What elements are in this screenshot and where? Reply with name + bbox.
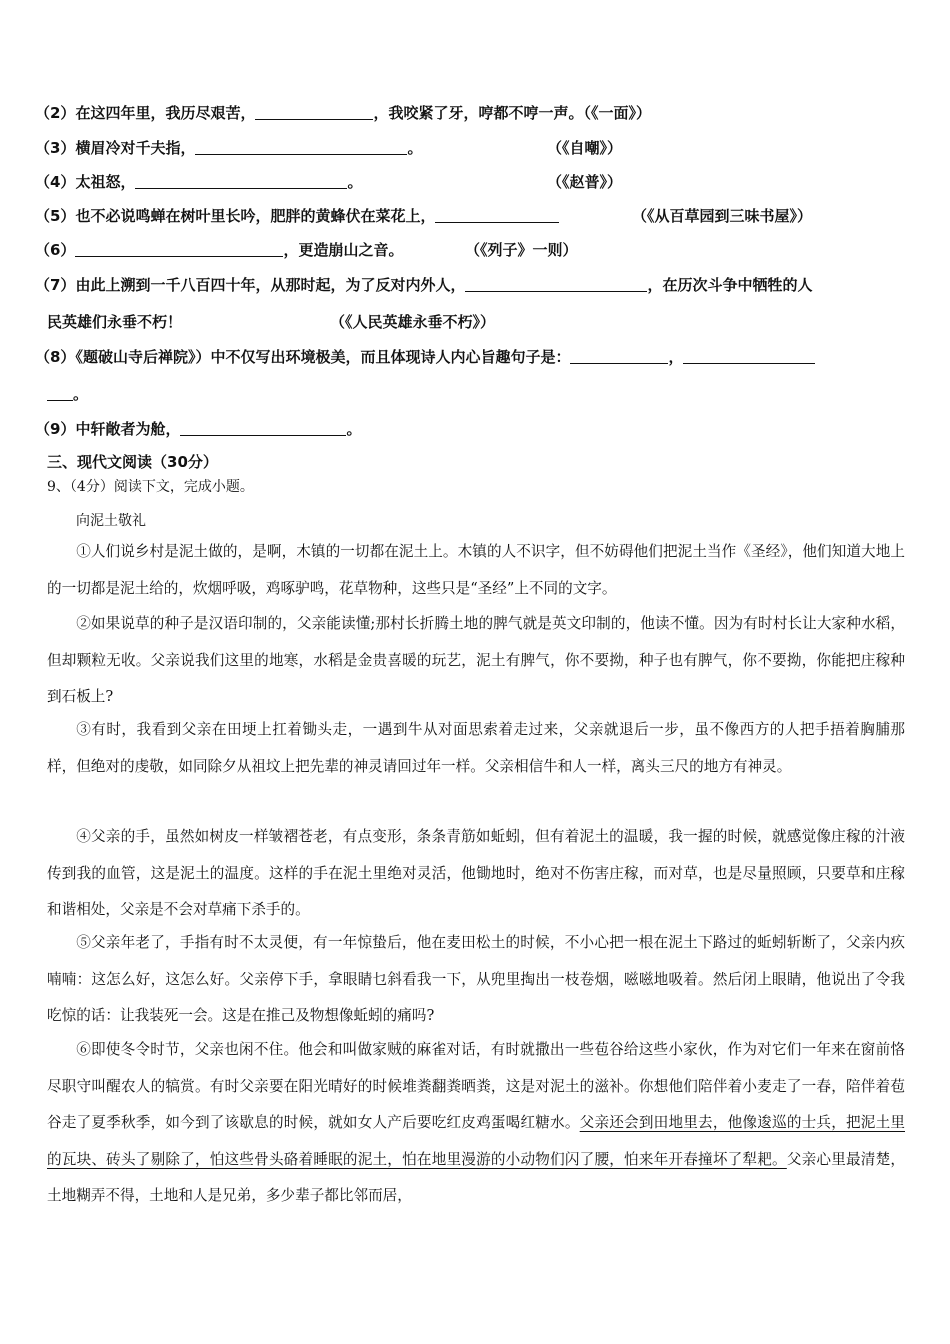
item-text-after: 。 (347, 173, 363, 191)
answer-blank[interactable] (75, 242, 283, 257)
item-text-after: ，更造崩山之音。 (283, 241, 404, 259)
item-number: （4） (35, 173, 76, 191)
answer-blank[interactable] (435, 208, 559, 223)
item-text-line2: 民英雄们永垂不朽！ (47, 313, 183, 331)
item-number: （5） (35, 207, 76, 225)
answer-blank[interactable] (255, 105, 373, 120)
item-number: （9） (35, 420, 76, 438)
question-item-9 (35, 418, 361, 439)
item-text-before: 太祖怒， (75, 173, 136, 191)
item-text-before: 在这四年里，我历尽艰苦， (75, 104, 256, 122)
item-text-after: 。 (73, 385, 89, 403)
article-paragraph-3: ③有时，我看到父亲在田埂上扛着锄头走，一遇到牛从对面思索着走过来，父亲就退后一步，虽不像西方的人把手捂着胸脯那样，但绝对的虔敬，如同除夕从祖坟上把先辈的神灵请回过年一样。父亲相信牛和人一样，离头三尺的地方有神灵。 (47, 721, 905, 775)
item-number: （3） (35, 139, 76, 157)
answer-blank[interactable] (135, 174, 347, 189)
paragraph-6-text-end: 父亲心里最清楚，土地糊弄不得，土地和人是兄弟，多少辈子都比邻而居， (47, 1150, 905, 1204)
item-8-line2 (47, 383, 88, 404)
item-text-before: 《题破山寺后禅院》）中不仅写出环境极美，而且体现诗人内心旨趣句子是： (75, 348, 571, 366)
question-item-5 (35, 205, 559, 226)
item-source: （《自嘲》） (547, 139, 623, 157)
question-item-4 (35, 171, 362, 192)
question-label: 9、（4分）阅读下文，完成小题。 (47, 479, 254, 495)
question-item-6 (35, 239, 403, 260)
answer-blank[interactable] (465, 277, 647, 292)
item-text-before: 中轩敞者为舱， (75, 420, 181, 438)
answer-blank[interactable] (195, 140, 407, 155)
item-source: （《列子》一则） (465, 241, 578, 259)
item-source: （《一面》） (583, 104, 651, 122)
question-item-8 (35, 346, 815, 367)
answer-blank[interactable] (180, 421, 346, 436)
item-source: （《从百草园到三味书屋》） (632, 207, 813, 225)
answer-blank[interactable] (683, 349, 815, 364)
item-text-before: 横眉冷对千夫指， (75, 139, 196, 157)
answer-blank[interactable] (47, 386, 73, 401)
article-paragraph-5: ⑤父亲年老了，手指有时不太灵便，有一年惊蛰后，他在麦田松土的时候，不小心把一根在泥土下路过的蚯蚓斩断了，父亲内疚喃喃：这怎么好，这怎么好。父亲停下手，拿眼睛乜斜看我一下，从兜里掏出一枝卷烟，嗞嗞地吸着。然后闭上眼睛，他说出了令我吃惊的话：让我装死一会。这是在推己及物想像蚯蚓的痛吗? (47, 934, 905, 1024)
question-item-3 (35, 137, 422, 158)
item-text-before: 由此上溯到一千八百四十年，从那时起，为了反对内外人， (75, 276, 466, 294)
item-text-mid: ， (668, 348, 684, 366)
item-number: （2） (35, 104, 76, 122)
article-paragraph-1: ①人们说乡村是泥土做的，是啊，木镇的一切都在泥土上。木镇的人不识字，但不妨碍他们把泥土当作《圣经》，他们知道大地上的一切都是泥土给的，炊烟呼吸，鸡啄驴鸣，花草物种，这些只是“圣经”上不同的文字。 (47, 543, 905, 597)
article-paragraph-6 (47, 1032, 905, 1215)
item-text-after: ，在历次斗争中牺牲的人 (647, 276, 813, 294)
item-number: （8） (35, 348, 76, 366)
article-title: 向泥土敬礼 (76, 513, 146, 529)
article-paragraph-2: ②如果说草的种子是汉语印制的，父亲能读懂;那村长折腾土地的脾气就是英文印制的，他读不懂。因为有时村长让大家种水稻，但却颗粒无收。父亲说我们这里的地寒，水稻是金贵喜暖的玩艺，泥土有脾气，你不要拗，种子也有脾气，你不要拗，你能把庄稼种到石板上? (47, 615, 905, 705)
item-text-after: 。 (407, 139, 423, 157)
item-text-before: 也不必说鸣蝉在树叶里长吟，肥胖的黄蜂伏在菜花上， (75, 207, 436, 225)
paragraph-6-text: ⑥即使冬令时节，父亲也闲不住。他会和叫做家贼的麻雀对话，有时就撒出一些苞谷给这些小家伙，作为对它们一年来在窗前恪尽职守叫醒农人的犒赏。有时父亲要在阳光晴好的时候堆粪翻粪晒粪，这是对泥土的滋补。你想他们陪伴着小麦走了一春，陪伴着苞谷走了夏季秋季，如今到了该歇息的时候，就如女人产后要吃红皮鸡蛋喝红糖水。 (47, 1041, 905, 1131)
item-source: （《赵普》） (547, 173, 623, 191)
section-heading: 三、现代文阅读（30分） (47, 453, 218, 471)
item-text-after: ，我咬紧了牙，哼都不哼一声。 (373, 104, 584, 122)
item-number: （7） (35, 276, 76, 294)
item-source: （《人民英雄永垂不朽》） (330, 313, 496, 331)
answer-blank[interactable] (570, 349, 668, 364)
article-paragraph-4: ④父亲的手，虽然如树皮一样皱褶苍老，有点变形，条条青筋如蚯蚓，但有着泥土的温暖，我一握的时候，就感觉像庄稼的汁液传到我的血管，这是泥土的温度。这样的手在泥土里绝对灵活，他锄地时，绝对不伤害庄稼，而对草，也是尽量照顾，只要草和庄稼和谐相处，父亲是不会对草痛下杀手的。 (47, 828, 905, 918)
item-text-after: 。 (346, 420, 362, 438)
question-item-2 (35, 102, 651, 123)
question-item-7 (35, 274, 812, 295)
underlined-sentence: 父亲还会到田地里去，他像逡巡的士兵，把泥土里的瓦块、砖头了剔除了，怕这些骨头硌着睡眠的泥土，怕在地里漫游的小动物们闪了腰，怕来年开春撞坏了犁耙。 (47, 1114, 905, 1168)
item-number: （6） (35, 241, 76, 259)
